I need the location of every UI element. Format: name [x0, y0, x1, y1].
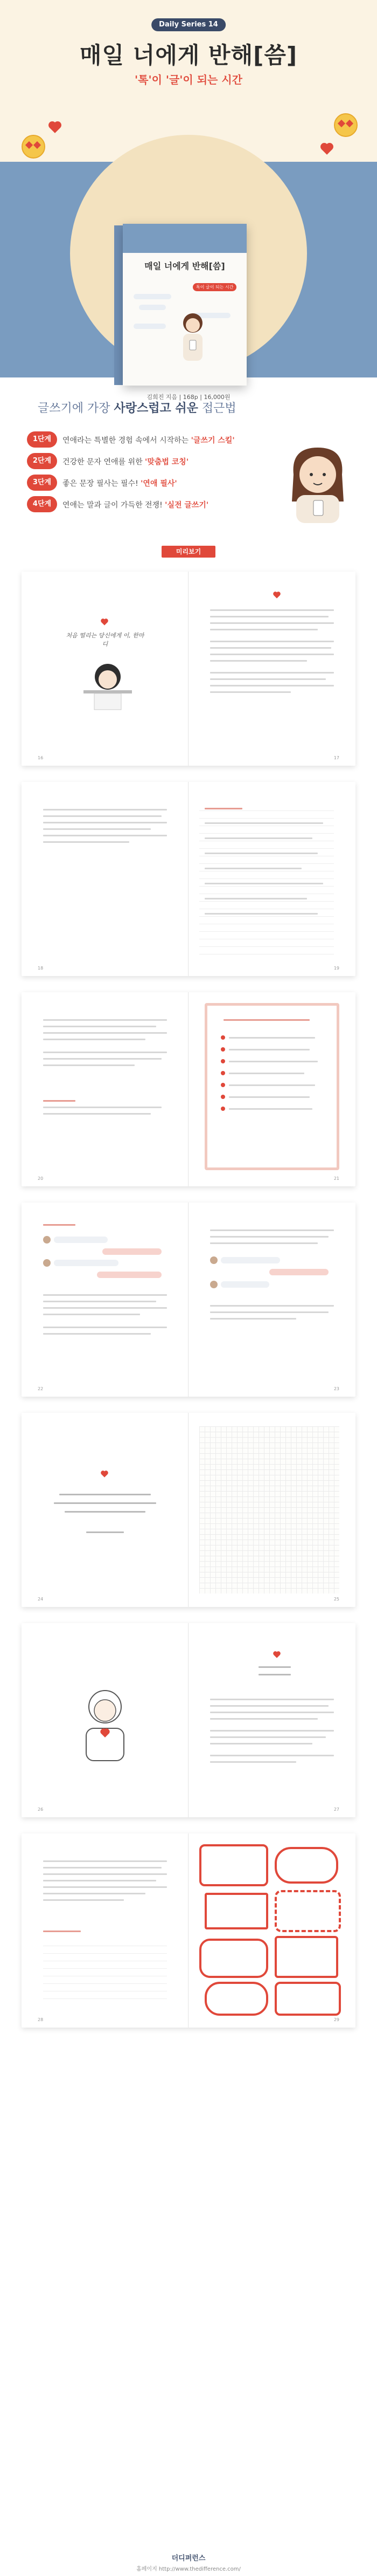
approach-title: 글쓰기에 가장 사랑스럽고 쉬운 접근법 [38, 402, 236, 415]
preview-spread-2: 18 19 [22, 782, 355, 976]
step-1: 1단계 연애라는 특별한 경험 속에서 시작하는 '글쓰기 스킬' [27, 431, 259, 448]
preview-spread-1: 처음 떨리는 당신에게 이, 한마디 16 17 [22, 572, 355, 766]
publisher-logo: 더디퍼런스 [171, 2554, 206, 2563]
step-2: 2단계 건강한 문자 연애를 위한 '맞춤법 코칭' [27, 453, 259, 469]
heart-eyes-emoji-icon [22, 135, 45, 159]
preview-spread-7: 28 29 [22, 1833, 355, 2028]
girl-with-phone-illustration-icon [280, 442, 355, 523]
preview-spread-5: 24 25 [22, 1413, 355, 1607]
preview-spread-3: 20 21 [22, 992, 355, 1186]
girl-illustration-icon [177, 310, 209, 364]
heart-icon [101, 1471, 107, 1477]
heart-icon [50, 122, 60, 133]
lined-exercise-area [43, 1939, 167, 2003]
girl-with-heart-illustration-icon [65, 1677, 145, 1769]
heart-icon [101, 619, 107, 625]
heart-eyes-emoji-icon [334, 113, 358, 137]
grid-writing-page [199, 1426, 339, 1593]
heart-icon [274, 1652, 280, 1658]
book-title: 매일 너에게 반해[씀] [144, 261, 225, 271]
lined-exercise-page [199, 803, 334, 960]
letter-frame-templates [199, 1844, 345, 2017]
preview-spread-6: 26 27 [22, 1623, 355, 1817]
step-4: 4단계 연애는 말과 글이 가득한 전쟁! '실전 글쓰기' [27, 496, 259, 512]
heart-icon [322, 144, 332, 155]
page-subtitle: '톡'이 '글'이 되는 시간 [135, 73, 242, 86]
book-cover [123, 224, 247, 386]
preview-spread-4: 22 23 [22, 1203, 355, 1397]
book-info: 김희진 지음 | 168p | 16,000원 [146, 394, 231, 401]
handwriting-text: 처음 떨리는 당신에게 이, 한마디 [66, 632, 144, 648]
publisher-url: 홈페이지 http://www.thedifference.com/ [136, 2566, 241, 2572]
checklist-card [205, 1003, 339, 1170]
book-tag: 톡이 글이 되는 시간 [193, 283, 236, 291]
preview-label: 미리보기 [162, 546, 215, 558]
step-3: 3단계 좋은 문장 필사는 필수! '연애 필사' [27, 475, 259, 491]
page-title: 매일 너에게 반해[씀] [79, 42, 298, 68]
series-badge: Daily Series 14 [151, 18, 226, 31]
footer [0, 2553, 377, 2576]
heart-icon [274, 592, 280, 598]
girl-at-desk-illustration-icon [73, 658, 143, 717]
